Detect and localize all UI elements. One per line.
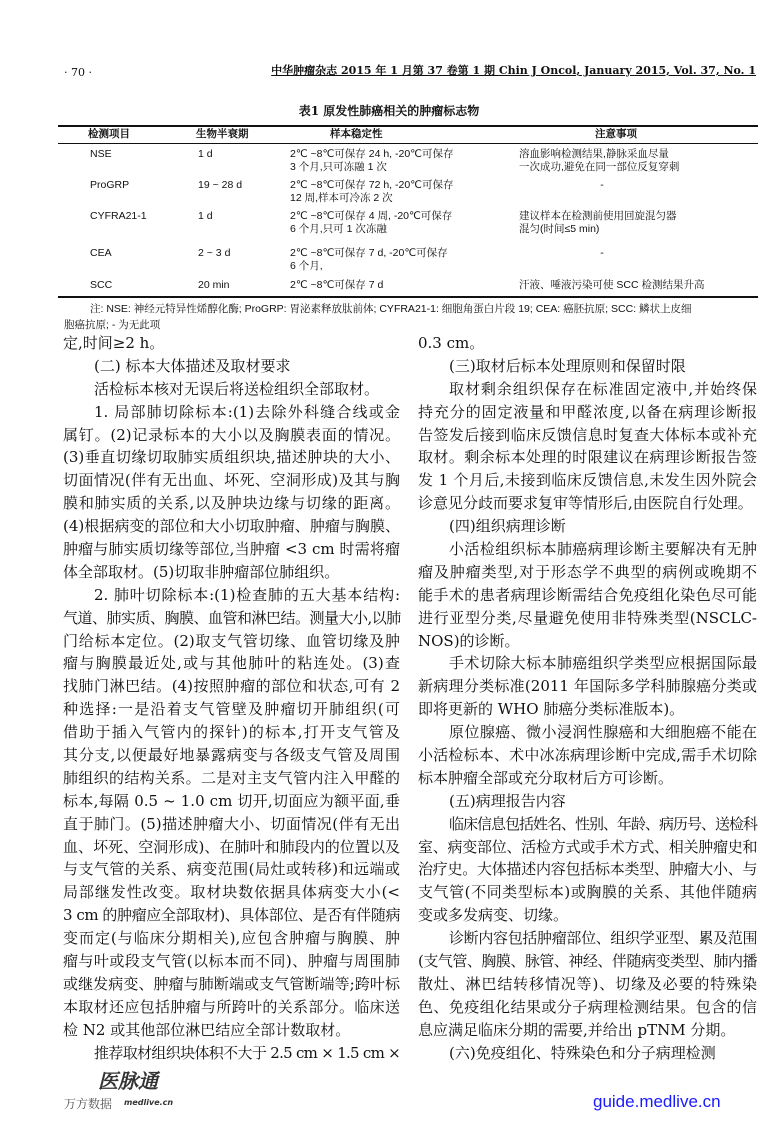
table-top-rule <box>58 125 758 127</box>
table-title: 表1 原发性肺癌相关的肿瘤标志物 <box>298 104 480 118</box>
text-line: 种选择:一是沿着支气管壁及肿瘤切开肺组织(可 <box>63 700 400 719</box>
cell-notes: 混匀(时间≤5 min) <box>519 223 600 235</box>
text-line: 1. 局部肺切除标本:(1)去除外科缝合线或金 <box>94 402 400 421</box>
paragraph <box>63 355 400 378</box>
column-header: 样本稳定性 <box>330 128 383 140</box>
cell-marker: ProGRP <box>90 179 130 191</box>
text-line: 切面情况(伴有无出血、坏死、空洞形成)及其与胸 <box>63 471 400 490</box>
text-line: 取材剩余组织保存在标准固定液中,并始终保 <box>449 379 757 398</box>
table-header-rule <box>58 143 758 144</box>
left-column <box>63 332 400 1065</box>
text-line: 活检标本核对无误后将送检组织全部取材。 <box>94 379 380 398</box>
cell-marker: CEA <box>90 247 112 259</box>
cell-notes: 一次成功,避免在同一部位反复穿刺 <box>519 161 680 173</box>
text-line: (四)组织病理诊断 <box>449 517 566 536</box>
text-line: 体全部取材。(5)切取非肿瘤部位肺组织。 <box>63 562 340 581</box>
text-line: 治疗史。大体描述内容包括标本类型、肿瘤大小、与 <box>418 860 758 879</box>
text-line: (二) 标本大体描述及取材要求 <box>94 356 291 375</box>
text-line: 瘤与胸膜最近处,或与其他肺叶的粘连处。(3)查 <box>63 654 400 673</box>
cell-stability: 2℃ ~8℃可保存 4 周, -20℃可保存 <box>290 210 453 222</box>
wanfang-watermark: 万方数据 <box>64 1097 113 1111</box>
paragraph <box>418 332 757 355</box>
text-line: 支气管(不同类型标本)或胸膜的关系、其他伴随病 <box>418 883 757 902</box>
text-line: NOS)的诊断。 <box>418 631 520 650</box>
text-line: 膜和肺实质的关系,以及肿块边缘与切缘的距离。 <box>63 494 400 513</box>
paragraph <box>63 378 400 401</box>
cell-marker: CYFRA21-1 <box>90 210 147 222</box>
text-line: (3)垂直切缘切取肺实质组织块,描述肿块的大小、 <box>63 448 400 467</box>
paragraph <box>63 332 400 355</box>
text-line: 其分支,以便最好地暴露病变与各级支气管及周围 <box>63 746 400 765</box>
cell-half-life: 2 ~ 3 d <box>198 247 231 259</box>
text-line: 新病理分类标准(2011 年国际多学科肺腺癌分类或 <box>418 677 757 696</box>
cell-half-life: 1 d <box>198 148 213 160</box>
text-line: 变或多发病变、切缘。 <box>418 906 569 925</box>
column-header: 注意事项 <box>595 128 637 140</box>
right-column <box>418 332 757 1065</box>
text-line: 室、病变部位、活检方式或手术方式、相关肿瘤史和 <box>418 837 758 856</box>
text-line: 直于肺门。(5)描述肿瘤大小、切面情况(伴有无出 <box>63 814 400 833</box>
text-line: (4)根据病变的部位和大小切取肿瘤、肿瘤与胸膜、 <box>63 517 400 536</box>
text-line: 变而定(与临床分期相关),应包含肿瘤与胸膜、肿 <box>63 929 400 948</box>
text-line: 气道、肺实质、胸膜、血管和淋巴结。测量大小,以肺 <box>63 608 401 627</box>
cell-half-life: 19 ~ 28 d <box>198 179 243 191</box>
text-line: 属钉。(2)记录标本的大小以及胸膜表面的情况。 <box>63 425 400 444</box>
text-line: 瘤与叶或段支气管(以标本而不同)、肿瘤与周围肺 <box>63 952 400 971</box>
text-line: 原位腺癌、微小浸润性腺癌和大细胞癌不能在 <box>449 723 757 742</box>
text-line: 借助于插入气管内的探针)的标本,打开支气管及 <box>63 723 400 742</box>
cell-notes: 溶血影响检测结果,静脉采血尽量 <box>519 148 669 160</box>
text-line: 血、坏死、空洞形成)、在肺叶和肺段内的位置以及 <box>63 837 400 856</box>
text-line: 手术切除大标本肺癌组织学类型应根据国际最 <box>449 654 757 673</box>
paragraph <box>418 515 757 538</box>
text-line: 进行亚型分类,尽量避免使用非特殊类型(NSCLC- <box>418 608 757 627</box>
cell-marker: NSE <box>90 148 112 160</box>
cell-stability: 2℃ ~8℃可保存 72 h, -20℃可保存 <box>290 179 454 191</box>
cell-notes: 汗液、唾液污染可使 SCC 检测结果升高 <box>519 279 705 291</box>
text-line: 色、免疫组化结果或分子病理检测结果。包含的信 <box>418 997 757 1016</box>
paragraph <box>418 1042 757 1065</box>
cell-stability: 3 个月,只可冻融 1 次 <box>290 161 387 173</box>
text-line: (六)免疫组化、特殊染色和分子病理检测 <box>449 1043 716 1062</box>
column-header: 检测项目 <box>88 128 130 140</box>
text-line: 肿瘤与肺实质切缘等部位,当肿瘤 <3 cm 时需将瘤 <box>63 540 400 559</box>
cell-notes: 建议样本在检测前使用回旋混匀器 <box>519 210 677 222</box>
text-line: 小活检标本、术中冰冻病理诊断中完成,需手术切除 <box>418 746 757 765</box>
text-line: (支气管、胸膜、脉管、神经、伴随病变类型、肺内播 <box>418 952 757 971</box>
text-line: 门给标本定位。(2)取支气管切缘、血管切缘及肿 <box>63 631 400 650</box>
text-line: 标本肿瘤全部或充分取材后方可诊断。 <box>418 768 674 787</box>
text-line: 找肺门淋巴结。(4)按照肿瘤的部位和状态,可有 2 <box>63 677 400 696</box>
text-line: 2. 肺叶切除标本:(1)检查肺的五大基本结构: <box>94 585 400 604</box>
text-line: 检 N2 或其他部位淋巴结应全部计数取材。 <box>63 1020 351 1039</box>
text-line: 告签发后接到临床反馈信息时复查大体标本或补充 <box>418 425 757 444</box>
text-line: 诊意见分歧而要求复审等情形后,由医院自行处理。 <box>418 494 753 513</box>
text-line: 瘤及肿瘤类型,对于形态学不典型的病例或晚期不 <box>418 562 757 581</box>
cell-marker: SCC <box>90 279 113 291</box>
text-line: 持充分的固定液量和甲醛浓度,以备在病理诊断报 <box>418 402 757 421</box>
text-line: 3 cm 的肿瘤应全部取材)、具体部位、是否有伴随病 <box>63 906 400 925</box>
text-line: 推荐取材组织块体积不大于 2.5 cm × 1.5 cm × <box>94 1043 400 1062</box>
paragraph <box>418 721 757 790</box>
paragraph <box>63 1042 400 1065</box>
text-line: 或继发病变、肿瘤与肺断端或支气管断端等;跨叶标 <box>63 974 400 993</box>
column-header: 生物半衰期 <box>196 128 249 140</box>
table-footnote: 胞癌抗原; - 为无此项 <box>64 319 161 331</box>
text-line: 息应满足临床分期的需要,并给出 pTNM 分期。 <box>418 1020 736 1039</box>
text-line: 小活检组织标本肺癌病理诊断主要解决有无肿 <box>449 540 757 559</box>
paragraph <box>418 378 757 515</box>
cell-notes: - <box>600 179 604 191</box>
paragraph <box>63 584 400 1042</box>
text-line: 本取材还应包括肿瘤与所跨叶的关系部分。临床送 <box>63 997 400 1016</box>
text-line: (五)病理报告内容 <box>449 791 566 810</box>
journal-header: 中华肿瘤杂志 2015 年 1 月第 37 卷第 1 期 Chin J Oncol, January 2015, Vol. 37, No. 1 <box>271 64 756 77</box>
paragraph <box>418 355 757 378</box>
paragraph <box>418 652 757 721</box>
cell-stability: 2℃ ~8℃可保存 7 d, -20℃可保存 <box>290 247 448 259</box>
guide-url-link[interactable]: guide.medlive.cn <box>593 1092 721 1111</box>
table-footnote: 注: NSE: 神经元特异性烯醇化酶; ProGRP: 胃泌素释放肽前体; CYFRA21-1: 细胞角蛋白片段 19; CEA: 癌胚抗原; SCC: 鳞状上皮细 <box>90 303 692 315</box>
cell-half-life: 20 min <box>198 279 230 291</box>
paragraph <box>418 790 757 813</box>
cell-half-life: 1 d <box>198 210 213 222</box>
paragraph <box>418 813 757 927</box>
cell-stability: 2℃ ~8℃可保存 24 h, -20℃可保存 <box>290 148 454 160</box>
text-line: 局部继发性改变。取材块数依据具体病变大小(< <box>63 883 400 902</box>
cell-stability: 6 个月,只可 1 次冻融 <box>290 223 387 235</box>
text-line: 发 1 个月后,未接到临床反馈信息,未发生因外院会 <box>418 471 757 490</box>
text-line: (三)取材后标本处理原则和保留时限 <box>449 356 686 375</box>
text-line: 散灶、淋巴结转移情况等)、切缘及必要的特殊染 <box>418 974 757 993</box>
text-line: 肺组织的结构关系。二是对主支气管内注入甲醛的 <box>63 768 400 787</box>
table-bottom-rule <box>58 296 758 298</box>
medlive-logo: 医脉通 <box>98 1069 158 1093</box>
text-line: 标本,每隔 0.5 ~ 1.0 cm 切开,切面应为额平面,垂 <box>63 791 400 810</box>
text-line: 临床信息包括姓名、性别、年龄、病历号、送检科 <box>449 814 758 833</box>
cell-stability: 2℃ ~8℃可保存 7 d <box>290 279 384 291</box>
medlive-logo-sub: medlive.cn <box>124 1098 174 1107</box>
cell-stability: 6 个月, <box>290 260 323 272</box>
paragraph <box>63 401 400 584</box>
text-line: 取材。剩余标本处理的时限建议在病理诊断报告签 <box>418 448 757 467</box>
text-line: 能手术的患者病理诊断需结合免疫组化染色尽可能 <box>418 585 757 604</box>
paragraph <box>418 538 757 652</box>
text-line: 定,时间≥2 h。 <box>63 334 165 352</box>
cell-notes: - <box>600 247 604 259</box>
text-line: 与支气管的关系、病变范围(局灶或转移)和远端或 <box>63 860 400 879</box>
text-line: 即将更新的 WHO 肺癌分类标准版本)。 <box>418 700 685 719</box>
text-line: 诊断内容包括肿瘤部位、组织学亚型、累及范围 <box>449 929 757 948</box>
paragraph <box>418 927 757 1041</box>
cell-stability: 12 周,样本可冷冻 2 次 <box>290 192 393 204</box>
text-line: 0.3 cm。 <box>418 334 485 352</box>
page-number: · 70 · <box>64 66 92 79</box>
